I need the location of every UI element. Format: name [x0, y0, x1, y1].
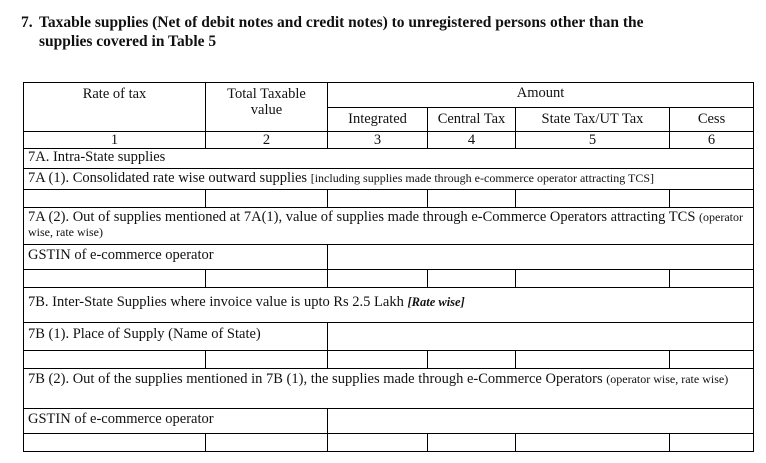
- section-7a2-note: (operator wise, rate wise): [28, 210, 743, 239]
- entry-cell[interactable]: [428, 351, 516, 369]
- entry-cell[interactable]: [516, 190, 670, 208]
- section-heading: [21, 13, 756, 51]
- header-integrated: Integrated: [328, 108, 428, 132]
- heading-number: 7.: [21, 14, 33, 31]
- gstin-label-7b: GSTIN of e-commerce operator: [24, 409, 328, 434]
- section-7a: 7A. Intra-State supplies: [24, 149, 754, 169]
- section-7a-row: [24, 149, 754, 169]
- section-7a1: [24, 169, 754, 190]
- entry-cell[interactable]: [670, 190, 754, 208]
- header-cess: Cess: [670, 108, 754, 132]
- col-num-1: 1: [24, 132, 206, 149]
- entry-cell[interactable]: [24, 190, 206, 208]
- gstin-label-7a: GSTIN of e-commerce operator: [24, 245, 328, 270]
- taxable-supplies-table: [23, 82, 754, 452]
- section-7a2: [24, 208, 754, 245]
- entry-row: [24, 351, 754, 369]
- header-amount: Amount: [328, 83, 754, 108]
- section-7b-note: [Rate wise]: [407, 295, 465, 309]
- header-state-tax: State Tax/UT Tax: [516, 108, 670, 132]
- col-num-4: 4: [428, 132, 516, 149]
- heading-line-2: supplies covered in Table 5: [39, 33, 217, 50]
- col-num-5: 5: [516, 132, 670, 149]
- col-num-2: 2: [206, 132, 328, 149]
- entry-cell[interactable]: [670, 434, 754, 452]
- entry-cell[interactable]: [206, 190, 328, 208]
- entry-cell[interactable]: [428, 270, 516, 288]
- section-7b: [24, 288, 754, 323]
- entry-cell[interactable]: [516, 434, 670, 452]
- col-num-3: 3: [328, 132, 428, 149]
- entry-cell[interactable]: [516, 351, 670, 369]
- section-7a1-note: [including supplies made through e-commerce operator attracting TCS]: [310, 171, 655, 185]
- header-row: [24, 83, 754, 108]
- section-7a2-row: [24, 208, 754, 245]
- entry-cell[interactable]: [328, 190, 428, 208]
- entry-cell[interactable]: [428, 434, 516, 452]
- section-7b-title: 7B. Inter-State Supplies where invoice value is upto Rs 2.5 Lakh: [28, 294, 404, 310]
- section-7b-row: [24, 288, 754, 323]
- gstin-input-7b[interactable]: [328, 409, 754, 434]
- section-7b2-note: (operator wise, rate wise): [606, 372, 729, 386]
- entry-cell[interactable]: [24, 270, 206, 288]
- section-7b2-title: 7B (2). Out of the supplies mentioned in 7B (1), the supplies made through e-Commerce Operators: [28, 371, 603, 387]
- entry-cell[interactable]: [516, 270, 670, 288]
- entry-cell[interactable]: [670, 351, 754, 369]
- header-central-tax: Central Tax: [428, 108, 516, 132]
- entry-cell[interactable]: [206, 351, 328, 369]
- entry-cell[interactable]: [328, 270, 428, 288]
- heading-line-1: Taxable supplies (Net of debit notes and credit notes) to unregistered persons other than the: [39, 14, 644, 31]
- entry-row: [24, 190, 754, 208]
- entry-cell[interactable]: [328, 351, 428, 369]
- entry-cell[interactable]: [670, 270, 754, 288]
- header-total-taxable-value: Total Taxable value: [206, 83, 328, 132]
- section-7b1: 7B (1). Place of Supply (Name of State): [24, 323, 328, 351]
- entry-cell[interactable]: [428, 190, 516, 208]
- entry-cell[interactable]: [206, 270, 328, 288]
- header-rate-of-tax: Rate of tax: [24, 83, 206, 132]
- entry-row: [24, 270, 754, 288]
- section-7a1-title: 7A (1). Consolidated rate wise outward supplies: [28, 170, 308, 186]
- gstin-input-7a[interactable]: [328, 245, 754, 270]
- section-7a2-title: 7A (2). Out of supplies mentioned at 7A(1), value of supplies made through e-Commerce Operators attracting TCS: [28, 209, 696, 225]
- gstin-row-7b: [24, 409, 754, 434]
- entry-row: [24, 434, 754, 452]
- entry-cell[interactable]: [24, 351, 206, 369]
- entry-cell[interactable]: [24, 434, 206, 452]
- gstin-row-7a: [24, 245, 754, 270]
- section-7b2-row: [24, 369, 754, 409]
- entry-cell[interactable]: [206, 434, 328, 452]
- section-7a1-row: [24, 169, 754, 190]
- entry-cell[interactable]: [328, 434, 428, 452]
- place-of-supply-input[interactable]: [328, 323, 754, 351]
- col-num-6: 6: [670, 132, 754, 149]
- column-number-row: [24, 132, 754, 149]
- section-7b1-row: [24, 323, 754, 351]
- section-7b2: [24, 369, 754, 409]
